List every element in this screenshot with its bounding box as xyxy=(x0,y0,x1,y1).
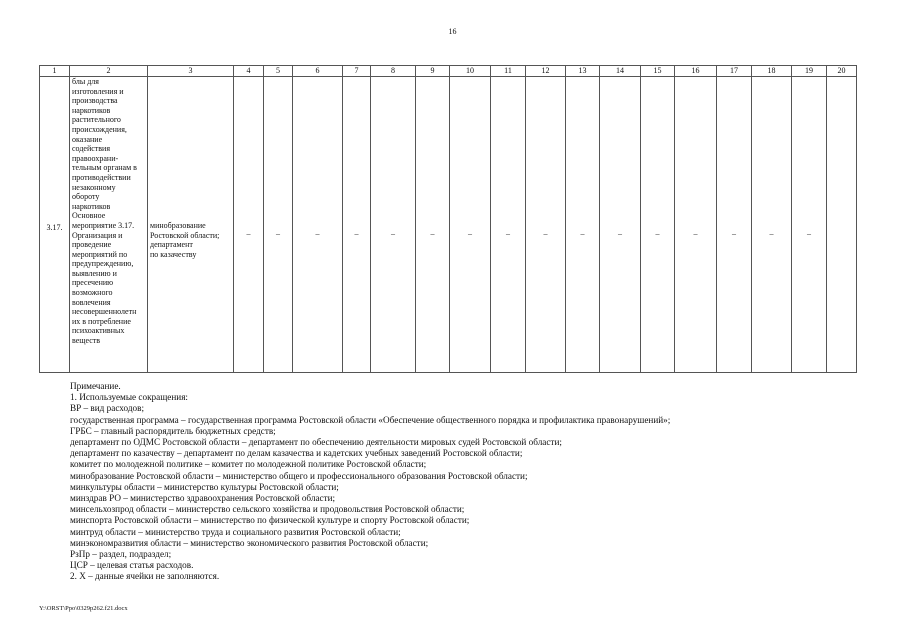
executor-line: по казачеству xyxy=(150,249,197,259)
value-cell xyxy=(717,77,752,373)
value-cell xyxy=(792,77,827,373)
column-header: 5 xyxy=(264,66,293,77)
value-cell xyxy=(566,77,600,373)
value-cell xyxy=(675,77,717,373)
note-line: минтруд области – министерство труда и социального развития Ростовской области; xyxy=(70,526,401,537)
column-header: 10 xyxy=(450,66,491,77)
column-header: 18 xyxy=(752,66,792,77)
column-header: 14 xyxy=(600,66,641,77)
value-cell xyxy=(416,77,450,373)
value-dash: – xyxy=(276,229,280,238)
continuation-line: правоохрани- xyxy=(72,153,119,163)
continuation-line: наркотиков xyxy=(72,105,111,115)
value-cell xyxy=(293,77,343,373)
value-dash: – xyxy=(391,229,395,238)
measure-name-line: Организация и xyxy=(72,230,123,240)
column-number-row xyxy=(40,66,857,77)
value-dash: – xyxy=(693,229,698,238)
measure-name-line: пресечению xyxy=(72,278,114,288)
value-dash: – xyxy=(543,229,548,238)
continuation-line: оказание xyxy=(72,134,103,144)
continuation-line: содействия xyxy=(72,144,111,154)
continuation-line: растительного xyxy=(72,115,121,125)
measure-name-line: их в потребление xyxy=(72,316,131,326)
note-line: минсельхозпрод области – министерство сельского хозяйства и продовольствия Ростовской области; xyxy=(70,504,465,515)
note-line: 2. Х – данные ячейки не заполняются. xyxy=(70,571,220,582)
note-line: департамент по ОДМС Ростовской области – департамент по обеспечению деятельности мировых судей Ростовской области; xyxy=(70,437,562,448)
note-line: минздрав РО – министерство здравоохранения Ростовской области; xyxy=(70,493,336,504)
continuation-line: незаконному xyxy=(72,182,116,192)
column-header: 17 xyxy=(717,66,752,77)
value-dash: – xyxy=(655,229,660,238)
row-number: 3.17. xyxy=(40,77,70,373)
note-line: ЦСР – целевая статья расходов. xyxy=(70,560,194,571)
executor-line: департамент xyxy=(150,240,193,250)
measure-name-line: возможного xyxy=(72,288,113,298)
continuation-line: изготовления и xyxy=(72,86,124,96)
note-line: ГРБС – главный распорядитель бюджетных средств; xyxy=(70,425,276,436)
value-dash xyxy=(827,77,856,229)
value-cell xyxy=(450,77,491,373)
notes-block xyxy=(70,381,870,583)
value-cell xyxy=(600,77,641,373)
measure-name-line: несовершеннолетн xyxy=(72,307,137,317)
value-dash: – xyxy=(430,229,435,238)
column-header: 11 xyxy=(491,66,526,77)
column-header: 4 xyxy=(234,66,264,77)
value-cell xyxy=(641,77,675,373)
column-header: 9 xyxy=(416,66,450,77)
page-number: 16 xyxy=(448,27,457,36)
value-dash: – xyxy=(769,229,774,238)
measure-name-line: проведение xyxy=(72,240,112,250)
column-header: 6 xyxy=(293,66,343,77)
column-header: 3 xyxy=(148,66,234,77)
value-dash: – xyxy=(618,229,622,238)
value-dash: – xyxy=(468,229,472,238)
note-line: минобразование Ростовской области – министерство общего и профессионального образования Ростовской области; xyxy=(70,470,528,481)
notes-title: Примечание. xyxy=(70,381,121,391)
measure-name-line: Основное xyxy=(72,211,106,221)
note-line: ВР – вид расходов; xyxy=(70,403,145,414)
column-header: 1 xyxy=(40,66,70,77)
value-cell xyxy=(234,77,264,373)
measure-name-line: веществ xyxy=(72,336,101,346)
measure-name-line: мероприятий по xyxy=(72,249,128,259)
executor-line: Ростовской области; xyxy=(150,230,220,240)
value-cell xyxy=(827,77,857,373)
value-dash: – xyxy=(732,229,736,238)
value-dash: – xyxy=(315,229,320,238)
executor-cell xyxy=(148,77,234,373)
continuation-line: обороту xyxy=(72,192,100,202)
value-dash: – xyxy=(807,229,811,238)
value-cell xyxy=(264,77,293,373)
column-header: 15 xyxy=(641,66,675,77)
value-cell xyxy=(752,77,792,373)
column-header: 8 xyxy=(371,66,416,77)
executor-line: минобразование xyxy=(150,221,206,230)
continuation-line: производства xyxy=(72,96,118,106)
measure-name-line: психоактивных xyxy=(72,326,125,336)
column-header: 13 xyxy=(566,66,600,77)
value-dash: – xyxy=(246,229,251,238)
value-dash: – xyxy=(354,229,359,238)
continuation-line: происхождения, xyxy=(72,124,127,134)
measure-name-line: предупреждению, xyxy=(72,259,134,269)
note-line: департамент по казачеству – департамент по делам казачества и кадетских учебных заведений Ростовской области; xyxy=(70,448,523,459)
value-cell xyxy=(371,77,416,373)
value-dash: – xyxy=(580,229,585,238)
value-cell xyxy=(343,77,371,373)
continuation-line: наркотиков xyxy=(72,201,111,211)
column-header: 16 xyxy=(675,66,717,77)
note-line: минэкономразвития области – министерство экономического развития Ростовской области; xyxy=(70,537,429,548)
measure-name-line: вовлечения xyxy=(72,297,111,307)
note-line: минкультуры области – министерство культуры Ростовской области; xyxy=(70,481,339,492)
column-header: 2 xyxy=(70,66,148,77)
continuation-line: противодействии xyxy=(72,172,131,182)
file-path-footer: Y:\ORST\Ppo\0329p262.f21.docx xyxy=(39,605,128,612)
value-dash: – xyxy=(506,229,510,238)
column-header: 7 xyxy=(343,66,371,77)
continuation-line: блы для xyxy=(72,77,99,86)
note-line: 1. Используемые сокращения: xyxy=(70,392,188,403)
table-row xyxy=(40,77,857,373)
note-line: государственная программа – государственная программа Ростовской области «Обеспечение общественного порядка и профилактика правонарушений»; xyxy=(70,414,671,425)
measure-name-line: мероприятие 3.17. xyxy=(72,220,135,230)
note-line: комитет по молодежной политике – комитет по молодежной политике Ростовской области; xyxy=(70,459,427,470)
measure-name-line: выявлению и xyxy=(72,268,117,278)
column-header: 20 xyxy=(827,66,857,77)
value-cell xyxy=(491,77,526,373)
note-line: минспорта Ростовской области – министерство по физической культуре и спорту Ростовской области; xyxy=(70,515,470,526)
value-cell xyxy=(526,77,566,373)
column-header: 19 xyxy=(792,66,827,77)
note-line: РзПр – раздел, подраздел; xyxy=(70,549,172,560)
measure-name-cell xyxy=(70,77,148,373)
continuation-line: тельным органам в xyxy=(72,163,137,173)
program-table xyxy=(39,65,857,373)
column-header: 12 xyxy=(526,66,566,77)
